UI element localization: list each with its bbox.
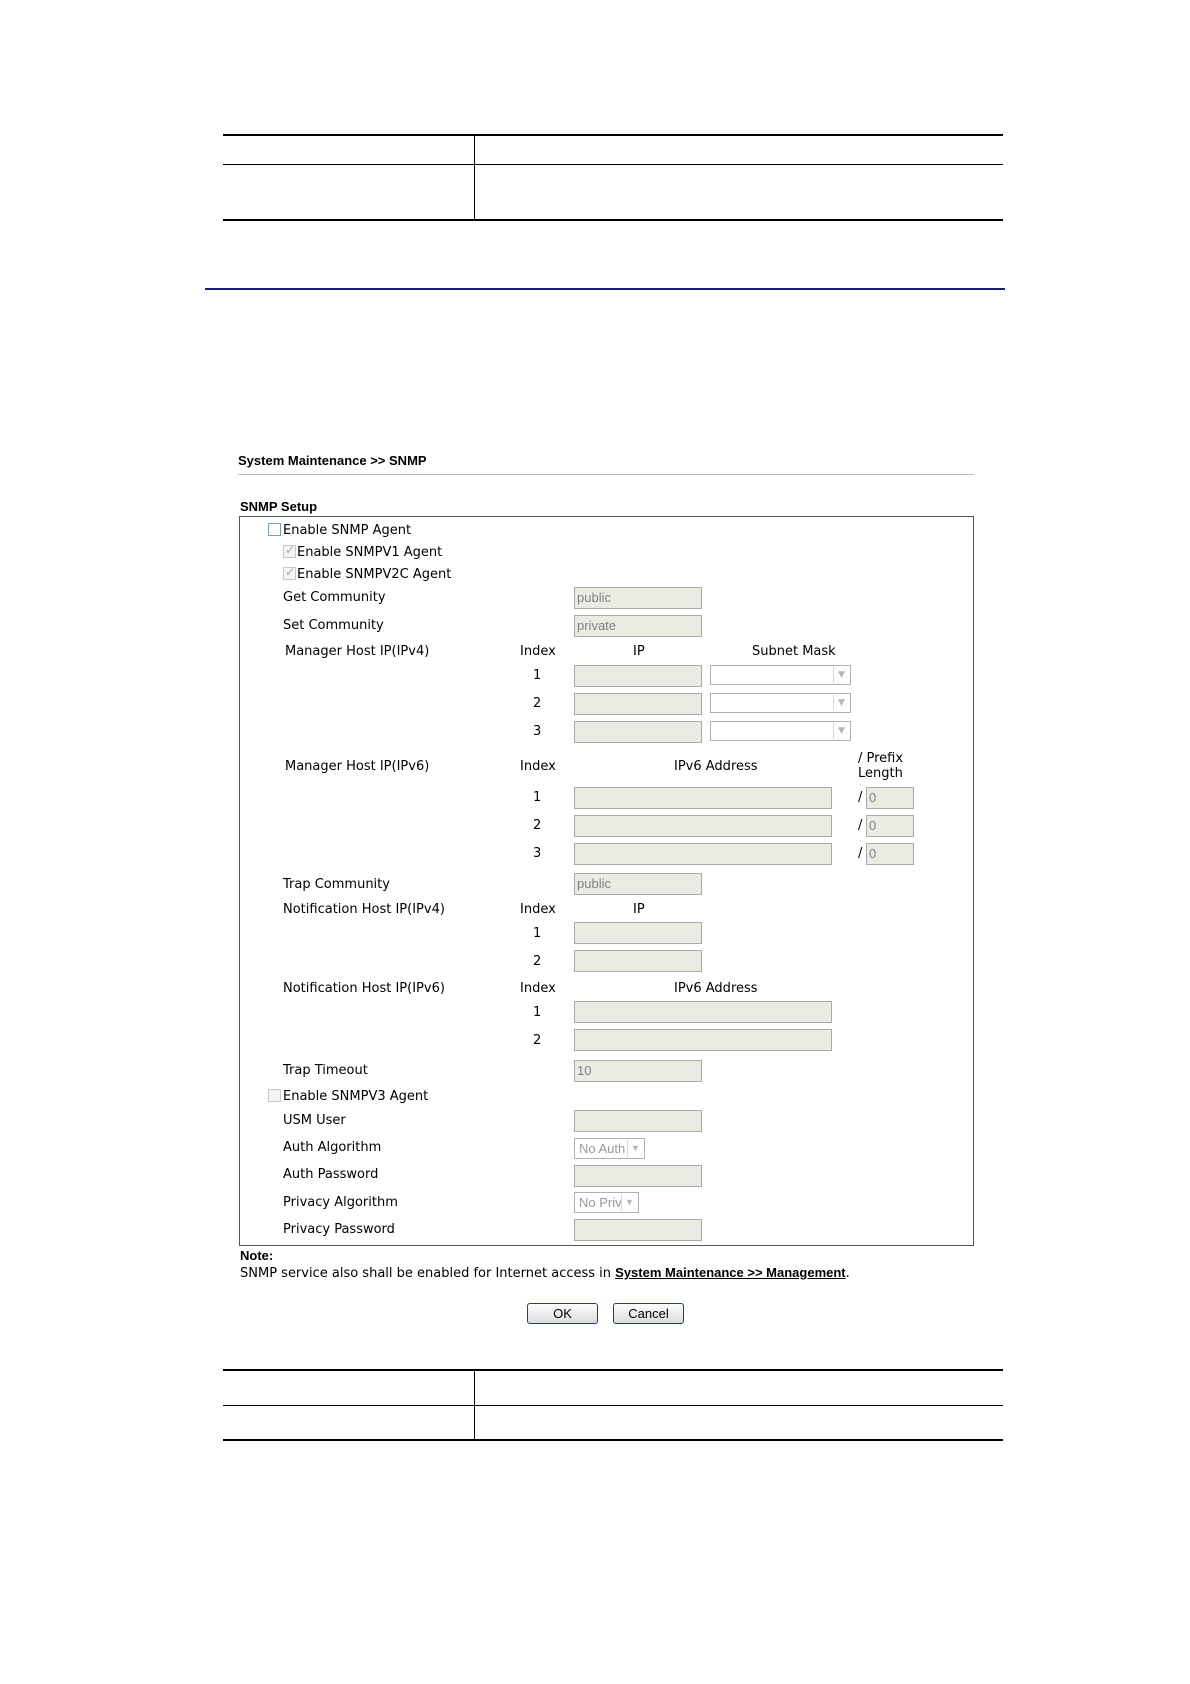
- trap-community-label: Trap Community: [283, 877, 390, 892]
- usm-user-input[interactable]: [574, 1110, 702, 1132]
- notification-ipv4-ip-header: IP: [633, 902, 645, 917]
- manager-ipv6-index: 1: [533, 790, 542, 805]
- breadcrumb: System Maintenance >> SNMP: [238, 453, 427, 468]
- manager-ipv4-ip-input[interactable]: [574, 721, 702, 743]
- auth-password-label: Auth Password: [283, 1167, 379, 1182]
- prefix-slash: /: [858, 818, 863, 833]
- get-community-label: Get Community: [283, 590, 386, 605]
- privacy-algorithm-value: No Priv: [579, 1195, 622, 1210]
- manager-ipv4-ip-input[interactable]: [574, 665, 702, 687]
- prefix-slash: /: [858, 846, 863, 861]
- manager-ipv6-index: 3: [533, 846, 542, 861]
- manager-ipv4-mask-header: Subnet Mask: [752, 644, 836, 659]
- note-end: .: [845, 1266, 850, 1281]
- privacy-algorithm-select[interactable]: [574, 1192, 639, 1213]
- manager-ipv4-mask-select[interactable]: [710, 665, 851, 685]
- get-community-input[interactable]: public: [574, 587, 702, 609]
- manager-ipv4-index: 1: [533, 668, 542, 683]
- notification-ipv4-label: Notification Host IP(IPv4): [283, 902, 445, 917]
- manager-ipv6-prefix-input[interactable]: 0: [866, 815, 914, 837]
- top-table-rule: [223, 134, 1003, 136]
- notification-ipv4-index: 1: [533, 926, 542, 941]
- auth-algorithm-select[interactable]: [574, 1138, 645, 1159]
- chevron-down-icon: ▼: [627, 1140, 643, 1157]
- management-link[interactable]: System Maintenance >> Management: [615, 1265, 846, 1280]
- enable-snmpv1-checkbox[interactable]: ✓: [285, 543, 296, 557]
- prefix-slash: /: [858, 790, 863, 805]
- section-title: SNMP Setup: [240, 499, 318, 514]
- top-table-divider: [474, 136, 475, 220]
- auth-password-input[interactable]: [574, 1165, 702, 1187]
- enable-snmpv3-label: Enable SNMPV3 Agent: [283, 1089, 429, 1104]
- note-title: Note:: [240, 1248, 274, 1263]
- bottom-table-rule: [223, 1439, 1003, 1441]
- cancel-button[interactable]: Cancel: [613, 1303, 684, 1324]
- trap-timeout-input[interactable]: 10: [574, 1060, 702, 1082]
- usm-user-label: USM User: [283, 1113, 346, 1128]
- manager-ipv6-address-input[interactable]: [574, 843, 832, 865]
- notification-ipv6-label: Notification Host IP(IPv6): [283, 981, 445, 996]
- manager-ipv4-index: 2: [533, 696, 542, 711]
- auth-algorithm-value: No Auth: [579, 1141, 626, 1156]
- trap-community-input[interactable]: public: [574, 873, 702, 895]
- bottom-table-rule: [223, 1405, 1003, 1406]
- manager-ipv4-index-header: Index: [520, 644, 556, 659]
- notification-ipv6-index: 2: [533, 1033, 542, 1048]
- notification-ipv4-index: 2: [533, 954, 542, 969]
- manager-ipv6-label: Manager Host IP(IPv6): [285, 759, 430, 774]
- ok-button[interactable]: OK: [527, 1303, 598, 1324]
- manager-ipv6-prefix-input[interactable]: 0: [866, 787, 914, 809]
- breadcrumb-underline: [238, 474, 974, 475]
- trap-timeout-label: Trap Timeout: [283, 1063, 368, 1078]
- notification-ipv6-index-header: Index: [520, 981, 556, 996]
- manager-ipv6-addr-header: IPv6 Address: [674, 759, 758, 774]
- notification-ipv4-ip-input[interactable]: [574, 922, 702, 944]
- top-table-rule: [223, 219, 1003, 221]
- notification-ipv6-addr-header: IPv6 Address: [674, 981, 758, 996]
- prefix-header: / Prefix: [858, 751, 904, 766]
- privacy-algorithm-label: Privacy Algorithm: [283, 1195, 398, 1210]
- section-divider: [205, 288, 1005, 290]
- top-table-rule: [223, 164, 1003, 165]
- enable-snmpv1-label: Enable SNMPV1 Agent: [297, 545, 443, 560]
- manager-ipv4-ip-input[interactable]: [574, 693, 702, 715]
- manager-ipv4-mask-select[interactable]: [710, 693, 851, 713]
- enable-snmpv2c-label: Enable SNMPV2C Agent: [297, 567, 452, 582]
- manager-ipv4-ip-header: IP: [633, 644, 645, 659]
- manager-ipv6-index-header: Index: [520, 759, 556, 774]
- enable-snmp-agent-label: Enable SNMP Agent: [283, 523, 412, 538]
- manager-ipv6-prefix-input[interactable]: 0: [866, 843, 914, 865]
- set-community-input[interactable]: private: [574, 615, 702, 637]
- notification-ipv6-index: 1: [533, 1005, 542, 1020]
- manager-ipv6-address-input[interactable]: [574, 815, 832, 837]
- privacy-password-label: Privacy Password: [283, 1222, 395, 1237]
- chevron-down-icon: ▼: [833, 695, 849, 711]
- chevron-down-icon: ▼: [833, 667, 849, 683]
- manager-ipv4-mask-select[interactable]: [710, 721, 851, 741]
- notification-ipv6-address-input[interactable]: [574, 1001, 832, 1023]
- privacy-password-input[interactable]: [574, 1219, 702, 1241]
- note-text: [240, 1265, 850, 1281]
- chevron-down-icon: ▼: [621, 1194, 637, 1211]
- note-body: SNMP service also shall be enabled for Internet access in: [240, 1266, 616, 1281]
- bottom-table-divider: [474, 1371, 475, 1440]
- enable-snmpv2c-checkbox[interactable]: ✓: [285, 565, 296, 579]
- auth-algorithm-label: Auth Algorithm: [283, 1140, 382, 1155]
- notification-ipv4-ip-input[interactable]: [574, 950, 702, 972]
- chevron-down-icon: ▼: [833, 723, 849, 739]
- manager-ipv6-index: 2: [533, 818, 542, 833]
- prefix-header: Length: [858, 766, 903, 781]
- manager-ipv4-label: Manager Host IP(IPv4): [285, 644, 430, 659]
- manager-ipv6-address-input[interactable]: [574, 787, 832, 809]
- notification-ipv4-index-header: Index: [520, 902, 556, 917]
- notification-ipv6-address-input[interactable]: [574, 1029, 832, 1051]
- set-community-label: Set Community: [283, 618, 384, 633]
- enable-snmp-agent-checkbox[interactable]: [268, 523, 281, 536]
- bottom-table-rule: [223, 1369, 1003, 1371]
- enable-snmpv3-checkbox[interactable]: [268, 1089, 281, 1102]
- manager-ipv4-index: 3: [533, 724, 542, 739]
